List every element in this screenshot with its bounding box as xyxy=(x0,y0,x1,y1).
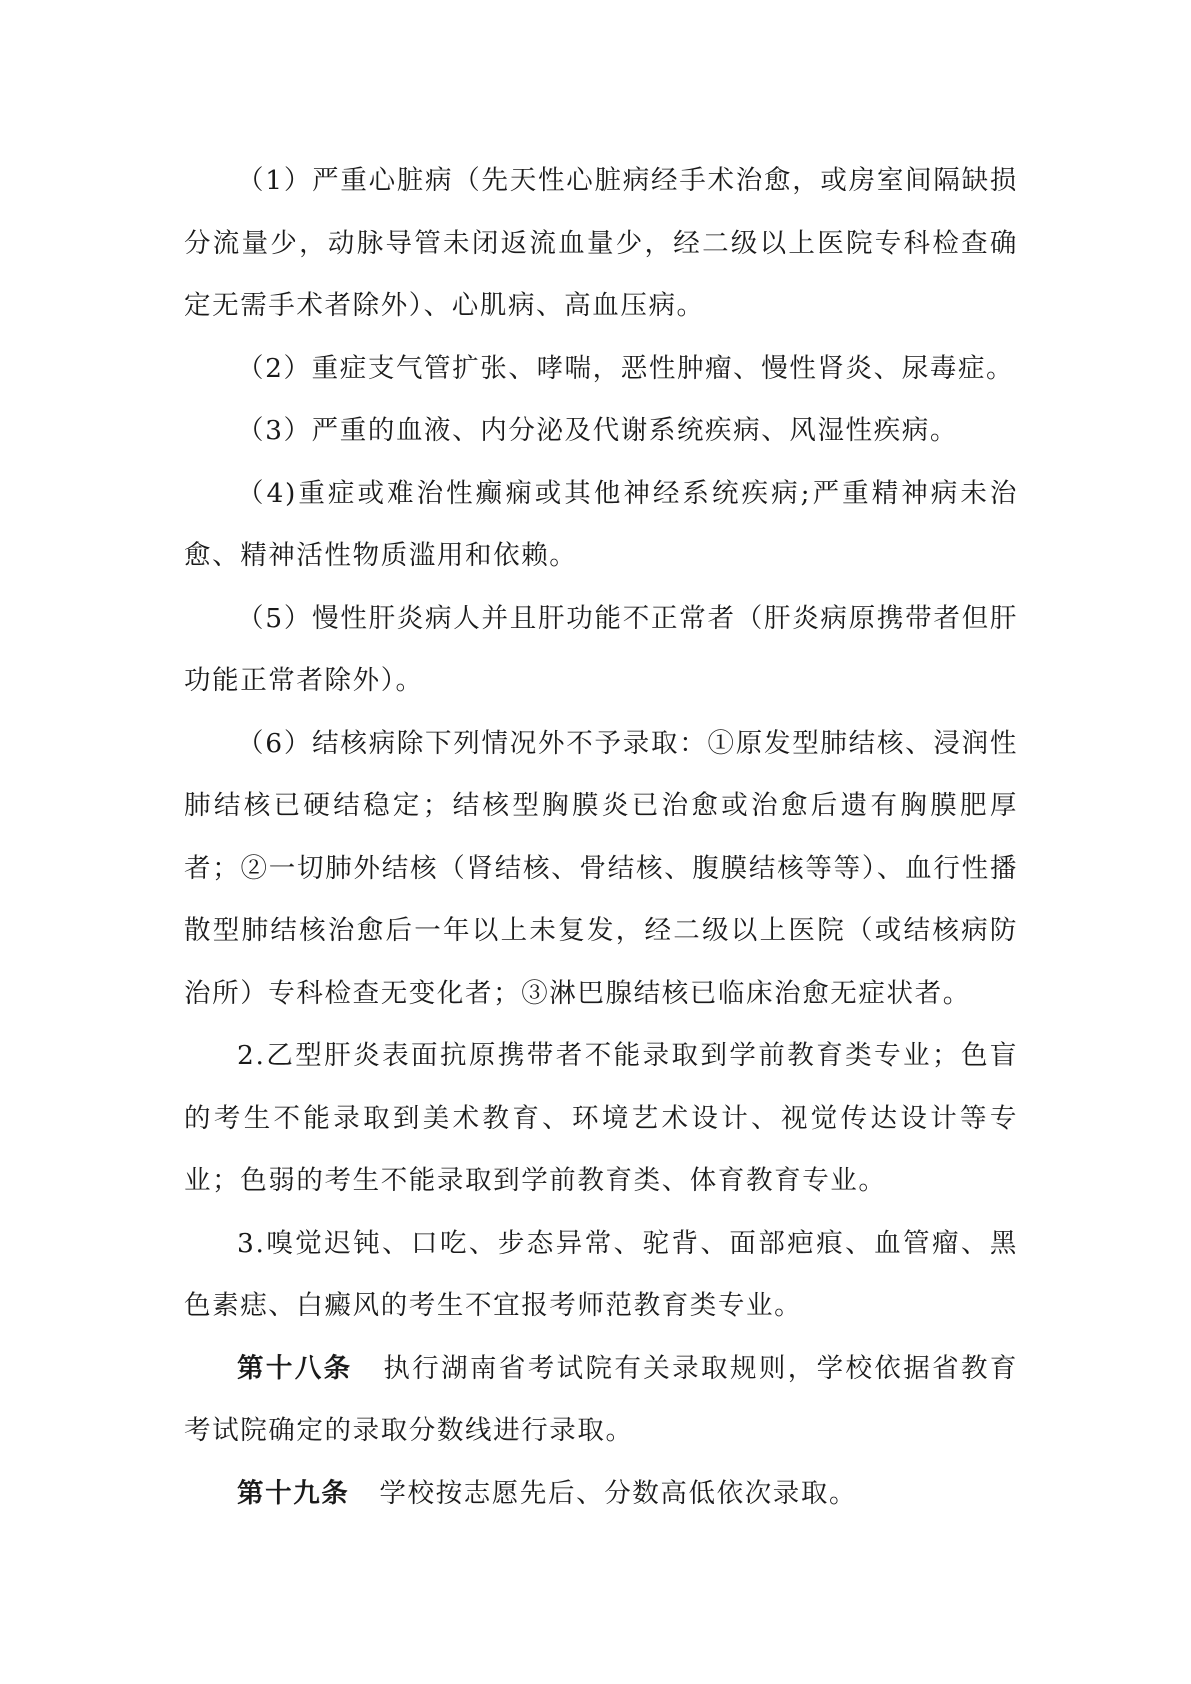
article-19-text: 学校按志愿先后、分数高低依次录取。 xyxy=(379,1477,858,1509)
paragraph-4: （4)重症或难治性癫痫或其他神经系统疾病;严重精神病未治愈、精神活性物质滥用和依赖。 xyxy=(184,477,1018,571)
paragraph-3: （3）严重的血液、内分泌及代谢系统疾病、风湿性疾病。 xyxy=(237,415,958,446)
article-18-text: 执行湖南省考试院有关录取规则，学校依据省教育考试院确定的录取分数线进行录取。 xyxy=(184,1352,1018,1446)
article-19-heading: 第十九条 xyxy=(237,1477,350,1509)
paragraph-1: （1）严重心脏病（先天性心脏病经手术治愈，或房室间隔缺损分流量少，动脉导管未闭返流血量少，经二级以上医院专科检查确定无需手术者除外）、心肌病、高血压病。 xyxy=(184,165,1018,321)
article-19 xyxy=(184,1463,1018,1526)
paragraph-5: （5）慢性肝炎病人并且肝功能不正常者（肝炎病原携带者但肝功能正常者除外）。 xyxy=(184,602,1018,696)
paragraph-2: （2）重症支气管扩张、哮喘，恶性肿瘤、慢性肾炎、尿毒症。 xyxy=(237,352,1015,384)
paragraph-6: （6）结核病除下列情况外不予录取：①原发型肺结核、浸润性肺结核已硬结稳定；结核型胸膜炎已治愈或治愈后遗有胸膜肥厚者；②一切肺外结核（肾结核、骨结核、腹膜结核等等）、血行性播散型肺结核治愈后一年以上未复发，经二级以上医院（或结核病防治所）专科检查无变化者；③淋巴腺结核已临床治愈无症状者。 xyxy=(184,727,1018,1009)
paragraph-7: 2.乙型肝炎表面抗原携带者不能录取到学前教育类专业；色盲的考生不能录取到美术教育、环境艺术设计、视觉传达设计等专业；色弱的考生不能录取到学前教育类、体育教育专业。 xyxy=(184,1040,1018,1196)
article-18 xyxy=(184,1338,1018,1463)
article-18-heading: 第十八条 xyxy=(237,1352,353,1384)
document-body xyxy=(184,150,1018,1525)
paragraph-8: 3.嗅觉迟钝、口吃、步态异常、驼背、面部疤痕、血管瘤、黑色素痣、白癜风的考生不宜报考师范教育类专业。 xyxy=(184,1227,1018,1321)
